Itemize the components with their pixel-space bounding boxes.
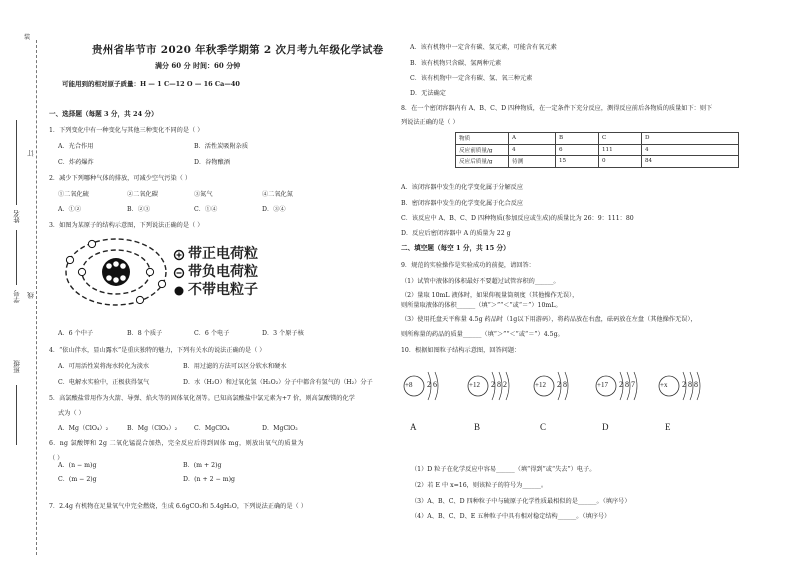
q1-option-c: C．炸药爆炸 [58,159,94,166]
q10-part4: （4）A、B、C、D、E 五种粒子中具有相对稳定结构______。（填序号） [411,513,611,520]
section2-heading: 二、填空题（每空 1 分，共 15 分） [401,244,510,252]
electron-counts: 2 8 [557,380,567,389]
electron-counts: 2 8 8 [682,380,698,389]
q8-option-c: C．该反应中 A、B、C、D 四种物质(参加反应或生成)的质量比为 26：9：111：80 [401,215,634,222]
q8-option-d: D．反应后密闭容器中 A 的质量为 22 g [401,230,511,237]
table-cell: 待测 [509,156,556,168]
particle-diagram-b [462,366,522,436]
q8-data-table [455,132,739,168]
table-cell: 0 [599,156,642,168]
margin-label-name: 姓名 [13,210,21,223]
nucleus-charge: +8 [405,381,413,389]
particle-diagram-d [590,366,650,436]
q9-stem: 9．规范的实验操作是实验成功的前提，请回答： [401,262,535,269]
table-cell: 6 [556,144,599,156]
q4-option-a: A．可用活性炭将海水转化为淡水 [58,363,150,370]
q2-choice-3: ③氮气 [194,191,213,198]
q10-part2: （2）若 E 中 x=16，则该粒子的符号为______。 [411,482,548,489]
margin-label-line: 线 [27,292,35,299]
q1-option-b: B．活性炭吸附杂质 [194,143,249,150]
q9-part1: （1）试管中液体的体积最好不要超过试管容积的______。 [401,278,560,285]
legend-neutral: 不带电粒子 [188,282,258,298]
nucleus-charge: +17 [597,381,608,389]
q5-stem-line1: 5．高氯酸盐常用作为火箭、导弹、焰火等的固体氧化剂等。已知高氯酸盐中氯元素为+7 价，则高氯酸镁的化学 [49,395,355,402]
q6-option-c: C．(m − 2)g [58,476,97,483]
table-cell: D [642,133,739,145]
electron-counts: 2 8 2 [491,380,507,389]
particle-diagram-e [653,366,713,436]
q10-stem: 10．根据如图粒子结构示意图，回答问题： [401,347,521,354]
q7-option-a: A．该有机物中一定含有碳、氢元素，可能含有氧元素 [410,44,557,51]
q5-option-a: A．Mg（ClO₄）₂ [58,425,109,432]
q3-stem: 3．如图为某原子的结构示意图，下列说法正确的是（ ） [49,222,204,229]
atomic-masses: 可能用到的相对原子质量：H — 1 C—12 O — 16 Ca—40 [62,80,240,88]
q9-part2-line2: 则所量取液体的体积______（填“＞”“＜”或“＝”）10mL。 [401,302,562,309]
q7-option-d: D．无法确定 [410,90,446,97]
table-cell: 反应前质量/g [456,144,509,156]
q3-option-d: D．3 个原子核 [262,330,304,337]
margin-label-class: 班级 [13,360,21,373]
particle-diagram-a [398,366,458,436]
q6-option-b: B．(m + 2)g [183,462,222,469]
q4-option-c: C．电解水实验中，正极获得氢气 [58,379,150,386]
nucleus-charge: +12 [535,381,546,389]
margin-label-ding: 订 [27,150,35,157]
q7-option-c: C．该有机物中一定含有碳、氢、氧三种元素 [410,75,533,82]
q2-stem: 2．减少下列哪种气体的排放，可减少空气污染（ ） [49,175,192,182]
q6-stem-line1: 6．ng 氯酸钾和 2g 二氧化锰混合加热，完全反应后得到固体 mg，则放出氧气的质量为 [49,440,304,447]
table-cell: 4 [642,144,739,156]
q2-choice-4: ④二氧化氮 [262,191,293,198]
q10-part3: （3）A、B、C、D 四种粒子中与硫原子化学性质最相似的是______。（填序号） [411,498,631,505]
q3-option-c: C．6 个电子 [194,330,230,337]
id-blank-line [16,230,17,285]
exam-title: 贵州省毕节市 2020 年秋季学期第 2 次月考九年级化学试卷 [92,44,384,56]
table-row [456,144,739,156]
table-cell: 15 [556,156,599,168]
exam-info: 满分 60 分 时间：60 分钟 [155,61,241,70]
q4-option-d: D．水（H₂O）和过氧化氢（H₂O₂）分子中都含有氢气的（H₂）分子 [183,379,373,386]
q3-option-b: B．8 个质子 [127,330,163,337]
q8-option-b: B．密闭容器中发生的化学变化属于化合反应 [401,200,524,207]
q7-option-b: B．该有机物只含碳、氢两种元素 [410,60,502,67]
q5-option-c: C．MgClO₄ [194,425,230,432]
q8-option-a: A．该闭容器中发生的化学变化属于分解反应 [401,184,524,191]
q1-option-d: D．谷物酿酒 [194,159,230,166]
q1-option-a: A．光合作用 [58,143,94,150]
table-cell: 4 [509,144,556,156]
margin-corner-char: 装 [24,34,31,41]
q9-part2-line1: （2）量取 10mL 液体时，如果仰视量筒刻度（其他操作无误）， [401,292,579,299]
q4-stem: 4．“依山伴水，显山露水”是重庆独特的魅力，下列有关水的说法正确的是（ ） [49,347,266,354]
particle-label: E [665,422,671,432]
section1-heading: 一、选择题（每题 3 分，共 24 分） [49,110,158,118]
table-cell: 84 [642,156,739,168]
q4-option-b: B．用过滤的方法可以区分软水和硬水 [183,363,287,370]
particle-label: B [474,422,481,432]
binding-dashed-line [36,40,37,555]
table-row [456,156,739,168]
electron-counts: 2 6 [427,380,437,389]
nucleus-charge: +x [660,381,668,389]
q2-option-c: C．①④ [194,206,218,213]
q8-stem-line1: 8．在一个密闭容器内有 A、B、C、D 四种物质，在一定条件下充分反应，测得反应前后各物质的质量如下：则下 [401,105,713,112]
q2-option-b: B．②③ [127,206,151,213]
table-cell: 反应后质量/g [456,156,509,168]
table-row [456,133,739,145]
q7-stem: 7．2.4g 有机物在足量氧气中完全燃烧，生成 6.6gCO₂和 5.4gH₂O，下列说法正确的是（ ） [49,503,307,510]
particle-label: D [602,422,609,432]
legend-positive: 带正电荷粒 [188,246,258,262]
q9-part3-line2: 则所称量的药品的质量______（填“＞”“＜”或“＝”）4.5g。 [401,331,564,338]
table-cell: 111 [599,144,642,156]
q5-option-d: D．MgClO₂ [262,425,298,432]
electron-counts: 2 8 7 [619,380,635,389]
particle-label: A [410,422,417,432]
q5-option-b: B．Mg（ClO₃）₂ [127,425,178,432]
nucleus-charge: +12 [469,381,480,389]
atom-structure-diagram [62,234,170,310]
particle-diagram-c [528,366,588,436]
table-cell: A [509,133,556,145]
q2-choice-2: ②二氧化碳 [127,191,158,198]
q6-stem-line2: （ ） [49,455,64,462]
q10-part1: （1）D 粒子在化学反应中容易______（填“得到”或“失去”）电子。 [411,466,596,473]
q2-option-d: D．③④ [262,206,286,213]
table-cell: C [599,133,642,145]
q6-option-d: D．(n + 2 − m)g [183,476,235,483]
name-blank-line [16,120,17,205]
q5-stem-line2: 式为（ ） [58,410,85,417]
q2-option-a: A．①② [58,206,82,213]
table-cell: B [556,133,599,145]
margin-label-id: 学号 [13,290,21,303]
q8-stem-line2: 列说法正确的是（ ） [401,119,459,126]
q9-part3-line1: （3）使用托盘天平称量 4.5g 药品时（1g以下用游码），将药品放在右盘，砝码放在左盘（其他操作无误）， [401,316,697,323]
q3-option-a: A．6 个中子 [58,330,94,337]
particle-label: C [540,422,547,432]
class-blank-line [16,385,17,445]
legend-negative: 带负电荷粒 [188,264,258,280]
q1-stem: 1．下列变化中有一种变化与其他三种变化不同的是（ ） [49,127,204,134]
legend-symbols [172,248,186,298]
q6-option-a: A．(n − m)g [58,462,97,469]
table-cell: 物质 [456,133,509,145]
q2-choice-1: ①二氧化硫 [58,191,89,198]
